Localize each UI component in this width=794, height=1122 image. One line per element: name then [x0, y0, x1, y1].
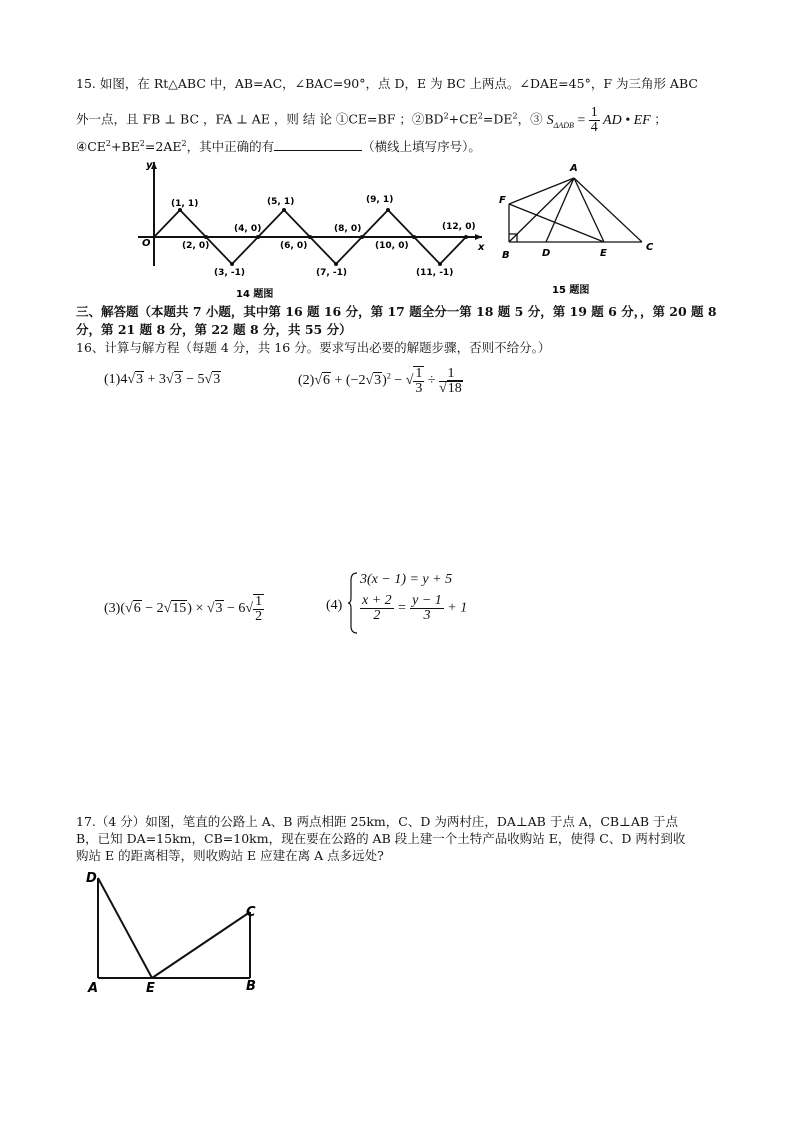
system-eq1: 3(x − 1) = y + 5 [360, 572, 453, 587]
fraction-one-quarter: $\frac{1}{4}$ [590, 105, 598, 135]
pt-label-12: (12, 0) [442, 222, 476, 232]
pt-label-7: (7, -1) [316, 268, 348, 278]
label-B: B [502, 250, 510, 261]
figure-15-triangle [496, 158, 666, 300]
label-D: D [542, 248, 551, 259]
q15-line3: $④CE^2+BE^2=2AE^2$，其中正确的有 （横线上填写序号）。 [76, 139, 481, 155]
figure-14-caption: 14 题图 [236, 289, 274, 300]
q16-part3: (3)(√6 − 2√15) × √3 − 6√ $\frac{1}{2}$ [104, 594, 263, 624]
q16-part2: $(2)√6 + (-2√3)^2$ − √ $\frac{1}{3}$ ÷ $\frac{1}{√18}$ [298, 365, 462, 396]
label-A: A [570, 163, 578, 174]
origin-label: O [142, 238, 151, 249]
pt-label-10: (10, 0) [375, 241, 409, 251]
answer-blank[interactable] [274, 138, 362, 151]
q15-line2: 外一点，且 FB ⊥ BC ，FA ⊥ AE ，则 结 论 ①CE=BF ；$②BD^2+CE^2=DE^2$，③ $S_{\Delta ADB}$ = $\frac{1}{4}$ AD • EF ； [76, 105, 667, 135]
pt-label-8: (8, 0) [334, 224, 362, 234]
q17-line3: 购站 E 的距离相等，则收购站 E 应建在离 A 点多远处? [76, 848, 384, 863]
section3-heading-line1: 三、解答题（本题共 7 小题，其中第 16 题 16 分，第 17 题全分一第 18 题 5 分，第 19 题 6 分，，第 20 题 8 [76, 304, 717, 319]
label-B: B [246, 979, 256, 994]
q16-part1: (1)4√3 + 3√3 − 5√3 [104, 372, 221, 387]
label-E: E [146, 981, 155, 996]
label-F: F [499, 195, 506, 206]
pt-label-3: (3, -1) [214, 268, 246, 278]
label-C: C [646, 242, 654, 253]
q17-line2: B，已知 DA=15km，CB=10km，现在要在公路的 AB 段上建一个土特产品收购站 E，使得 C、D 两村到收 [76, 831, 686, 846]
x-axis-label: x [478, 242, 485, 253]
figure-14-zigzag [130, 156, 500, 304]
y-axis-label: y [146, 160, 153, 171]
label-E: E [600, 248, 607, 259]
pt-label-9: (9, 1) [366, 195, 394, 205]
pt-label-1: (1, 1) [171, 199, 199, 209]
pt-label-4: (4, 0) [234, 224, 262, 234]
area-formula: $S_{\Delta ADB}$ = $\frac{1}{4}$ AD • EF [546, 105, 651, 135]
brace-icon [348, 572, 358, 634]
label-A: A [88, 981, 99, 996]
pt-label-5: (5, 1) [267, 197, 295, 207]
pt-label-2: (2, 0) [182, 241, 210, 251]
q15-line1: 15. 如图，在 Rt△ABC 中，AB=AC，∠BAC=90°，点 D，E 为 BC 上两点。∠DAE=45°，F 为三角形 ABC [76, 76, 698, 91]
label-C: C [246, 905, 256, 920]
q17-line1: 17.（4 分）如图，笔直的公路上 A、B 两点相距 25km，C、D 为两村庄，DA⊥AB 于点 A，CB⊥AB 于点 [76, 814, 679, 829]
label-D: D [86, 871, 97, 886]
q16-intro: 16、计算与解方程（每题 4 分，共 16 分。要求写出必要的解题步骤，否则不给分。） [76, 340, 551, 355]
figure-17-road [84, 866, 274, 1000]
figure-15-caption: 15 题图 [552, 285, 590, 296]
pt-label-6: (6, 0) [280, 241, 308, 251]
pt-label-11: (11, -1) [416, 268, 454, 278]
section3-heading-line2: 分，第 21 题 8 分，第 22 题 8 分，共 55 分） [76, 322, 352, 337]
system-eq2: $\frac{x + 2}{2}$ = $\frac{y - 1}{3}$ + 1 [362, 593, 468, 623]
